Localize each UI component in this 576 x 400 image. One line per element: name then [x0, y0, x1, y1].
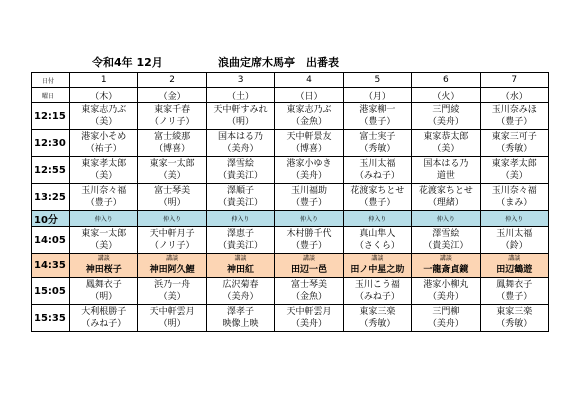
weekday-cell: （木）	[70, 88, 138, 103]
performer-name: 花渡家ちとせ	[418, 186, 473, 196]
performer-name: 東家千春	[154, 105, 191, 115]
performer-cell	[275, 103, 343, 130]
performer-cell	[412, 305, 480, 332]
date-cell: 1	[70, 73, 138, 88]
accompanist-name: （博喜）	[290, 144, 327, 154]
performer-name: 国本はる乃	[423, 159, 469, 169]
kodan-cell	[343, 254, 411, 278]
performer-cell	[206, 103, 274, 130]
performer-cell	[343, 305, 411, 332]
slot-time: 13:25	[32, 184, 70, 211]
accompanist-name: （美）	[158, 171, 186, 181]
accompanist-name: （貴美江）	[423, 241, 469, 251]
performer-cell	[412, 184, 480, 211]
performer-cell	[70, 103, 138, 130]
performer-name: 東家一太郎	[149, 159, 195, 169]
accompanist-name: （明）	[227, 117, 255, 127]
accompanist-name: （秀敏）	[496, 144, 533, 154]
performer-name: 富士実子	[359, 132, 396, 142]
intermission-cell: 仲入り	[412, 211, 480, 227]
kodan-label: 講談	[439, 255, 452, 262]
performer-name: 東家志乃ぶ	[286, 105, 332, 115]
performer-name: 港家小柳丸	[423, 280, 469, 290]
date-cell: 3	[206, 73, 274, 88]
performer-cell	[206, 278, 274, 305]
performer-name: 東家孝太郎	[491, 159, 537, 169]
performer-cell	[480, 103, 548, 130]
performer-name: 玉川福助	[290, 186, 327, 196]
performer-name: 木村勝千代	[286, 229, 332, 239]
performer-name: 天中軒雲月	[286, 307, 332, 317]
performer-name: 玉川奈みほ	[491, 105, 537, 115]
accompanist-name: （みね子）	[354, 171, 400, 181]
performer-cell	[412, 103, 480, 130]
performer-cell	[412, 278, 480, 305]
performer-cell	[480, 227, 548, 254]
slot-row	[32, 157, 549, 184]
slot-time: 12:15	[32, 103, 70, 130]
date-cell: 6	[412, 73, 480, 88]
accompanist-name: （美）	[90, 117, 118, 127]
performer-cell	[206, 157, 274, 184]
performer-name: 港家柳一	[359, 105, 396, 115]
performer-name: 玉川奈々福	[81, 186, 127, 196]
performer-cell	[206, 130, 274, 157]
performer-name: 澤恵子	[227, 229, 255, 239]
performer-cell	[343, 278, 411, 305]
performer-cell	[138, 130, 206, 157]
performer-cell	[138, 157, 206, 184]
accompanist-name: （美舟）	[290, 319, 327, 329]
accompanist-name: （貴美江）	[218, 241, 264, 251]
kodan-performer: 一龍斎貞鏡	[423, 265, 469, 275]
accompanist-name: （貴美江）	[218, 171, 264, 181]
title-row	[0, 54, 576, 70]
accompanist-name: （美）	[158, 292, 186, 302]
accompanist-name: （みね子）	[354, 292, 400, 302]
performer-cell	[275, 278, 343, 305]
accompanist-name: （博喜）	[154, 144, 191, 154]
performer-cell	[343, 227, 411, 254]
kodan-cell	[138, 254, 206, 278]
performer-name: 花渡家ちとせ	[350, 186, 405, 196]
kodan-performer: 田ノ中星之助	[350, 265, 405, 275]
slot-time: 15:05	[32, 278, 70, 305]
kodan-cell	[480, 254, 548, 278]
accompanist-name: （明）	[158, 198, 186, 208]
performer-cell	[412, 157, 480, 184]
date-cell: 7	[480, 73, 548, 88]
performer-cell	[275, 227, 343, 254]
performer-name: 東家三楽	[359, 307, 396, 317]
intermission-cell: 仲入り	[70, 211, 138, 227]
slot-row	[32, 184, 549, 211]
accompanist-name: （美舟）	[222, 144, 259, 154]
performer-name: 天中軒すみれ	[213, 105, 268, 115]
performer-cell	[70, 184, 138, 211]
performer-cell	[138, 103, 206, 130]
intermission-cell: 仲入り	[275, 211, 343, 227]
performer-name: 東家三可子	[491, 132, 537, 142]
intermission-cell: 仲入り	[138, 211, 206, 227]
performer-name: 港家小ゆき	[286, 159, 332, 169]
intermission-cell: 仲入り	[343, 211, 411, 227]
accompanist-name: （鈴）	[500, 241, 528, 251]
year-month: 令和4年 12月	[92, 56, 163, 69]
performer-name: 三門柳	[432, 307, 460, 317]
accompanist-name: （美舟）	[290, 171, 327, 181]
performer-cell	[412, 227, 480, 254]
performer-cell	[138, 227, 206, 254]
accompanist-name: （美舟）	[427, 292, 464, 302]
weekday-cell: （土）	[206, 88, 274, 103]
performer-name: 国本はる乃	[218, 132, 264, 142]
accompanist-name: （美）	[432, 144, 460, 154]
performer-name: 天中軒景友	[286, 132, 332, 142]
kodan-label: 講談	[166, 255, 179, 262]
performer-cell	[480, 157, 548, 184]
performer-name: 天中軒雲月	[149, 307, 195, 317]
kodan-label: 講談	[302, 255, 315, 262]
slot-time: 14:05	[32, 227, 70, 254]
schedule-table	[31, 72, 549, 332]
performer-cell	[480, 130, 548, 157]
accompanist-name: （まみ）	[496, 198, 533, 208]
kodan-cell	[70, 254, 138, 278]
performer-name: 三門綾	[432, 105, 460, 115]
kodan-cell	[206, 254, 274, 278]
performer-name: 玉川こう福	[354, 280, 400, 290]
accompanist-name: （豊子）	[290, 198, 327, 208]
page-title: 浪曲定席木馬亭 出番表	[218, 56, 339, 69]
accompanist-name: （美）	[90, 241, 118, 251]
performer-cell	[412, 130, 480, 157]
performer-cell	[480, 305, 548, 332]
accompanist-name: （秀敏）	[359, 319, 396, 329]
accompanist-name: （明）	[90, 292, 118, 302]
accompanist-name: （明）	[158, 319, 186, 329]
accompanist-name: （ノリ子）	[149, 241, 195, 251]
intermission-time: 10分	[32, 211, 70, 227]
performer-name: 玉川太福	[496, 229, 533, 239]
performer-cell	[343, 130, 411, 157]
performer-cell	[138, 184, 206, 211]
performer-cell	[70, 157, 138, 184]
kodan-label: 講談	[371, 255, 384, 262]
performer-name: 鳳舞衣子	[85, 280, 122, 290]
accompanist-name: （豊子）	[496, 117, 533, 127]
kodan-label: 講談	[508, 255, 521, 262]
accompanist-name: （祐子）	[85, 144, 122, 154]
intermission-cell: 仲入り	[206, 211, 274, 227]
weekday-cell: （金）	[138, 88, 206, 103]
performer-name: 玉川奈々福	[491, 186, 537, 196]
performer-name: 澤雪絵	[432, 229, 460, 239]
accompanist-name: （金魚）	[290, 292, 327, 302]
slot-time: 15:35	[32, 305, 70, 332]
kodan-performer: 神田阿久鯉	[149, 265, 195, 275]
performer-cell	[70, 227, 138, 254]
date-cell: 5	[343, 73, 411, 88]
kodan-label: 講談	[234, 255, 247, 262]
weekday-cell: （火）	[412, 88, 480, 103]
accompanist-name: （美舟）	[427, 117, 464, 127]
kodan-row	[32, 254, 549, 278]
accompanist-name: （美舟）	[222, 292, 259, 302]
accompanist-name: （豊子）	[290, 241, 327, 251]
performer-cell	[206, 305, 274, 332]
performer-name: 東家孝太郎	[81, 159, 127, 169]
weekday-label: 曜日	[32, 88, 70, 103]
performer-cell	[275, 130, 343, 157]
accompanist-name: （みね子）	[81, 319, 127, 329]
weekday-row	[32, 88, 549, 103]
accompanist-name: （秀敏）	[359, 144, 396, 154]
accompanist-name: （秀敏）	[496, 319, 533, 329]
performer-name: 澤孝子	[227, 307, 255, 317]
slot-time: 12:30	[32, 130, 70, 157]
performer-name: 澤順子	[227, 186, 255, 196]
performer-name: 港家小そめ	[81, 132, 127, 142]
performer-cell	[480, 278, 548, 305]
weekday-cell: （水）	[480, 88, 548, 103]
accompanist-name: （豊子）	[496, 292, 533, 302]
performer-name: 東家一太郎	[81, 229, 127, 239]
performer-cell	[480, 184, 548, 211]
kodan-cell	[275, 254, 343, 278]
performer-name: 天中軒月子	[149, 229, 195, 239]
accompanist-name: （金魚）	[290, 117, 327, 127]
accompanist-name: （美）	[90, 171, 118, 181]
date-cell: 2	[138, 73, 206, 88]
kodan-cell	[412, 254, 480, 278]
performer-cell	[70, 130, 138, 157]
performer-name: 富士琴美	[290, 280, 327, 290]
intermission-row	[32, 211, 549, 227]
weekday-cell: （日）	[275, 88, 343, 103]
performer-cell	[70, 278, 138, 305]
performer-name: 東家恭太郎	[423, 132, 469, 142]
kodan-performer: 神田紅	[227, 265, 255, 275]
weekday-cell: （月）	[343, 88, 411, 103]
performer-name: 広沢菊春	[222, 280, 259, 290]
kodan-time: 14:35	[32, 254, 70, 278]
slot-row	[32, 278, 549, 305]
performer-name: 浜乃一舟	[154, 280, 191, 290]
date-label: 日付	[32, 73, 70, 88]
accompanist-name: 映像上映	[222, 319, 259, 329]
slot-time: 12:55	[32, 157, 70, 184]
performer-cell	[275, 305, 343, 332]
performer-cell	[275, 157, 343, 184]
accompanist-name: （ノリ子）	[149, 117, 195, 127]
slot-row	[32, 227, 549, 254]
performer-name: 玉川太福	[359, 159, 396, 169]
performer-name: 澤雪絵	[227, 159, 255, 169]
kodan-performer: 田辺一邑	[290, 265, 327, 275]
intermission-cell: 仲入り	[480, 211, 548, 227]
performer-cell	[138, 278, 206, 305]
slot-row	[32, 103, 549, 130]
performer-cell	[206, 227, 274, 254]
accompanist-name: （美）	[500, 171, 528, 181]
accompanist-name: （豊子）	[359, 117, 396, 127]
performer-name: 東家志乃ぶ	[81, 105, 127, 115]
accompanist-name: （豊子）	[359, 198, 396, 208]
kodan-performer: 田辺鶴遊	[496, 265, 533, 275]
slot-row	[32, 305, 549, 332]
performer-cell	[343, 103, 411, 130]
accompanist-name: （美舟）	[427, 319, 464, 329]
performer-cell	[206, 184, 274, 211]
accompanist-name: 道世	[436, 171, 455, 181]
performer-name: 大利根勝子	[81, 307, 127, 317]
slot-row	[32, 130, 549, 157]
date-row	[32, 73, 549, 88]
performer-cell	[70, 305, 138, 332]
kodan-label: 講談	[97, 255, 110, 262]
performer-name: 富士綾那	[154, 132, 191, 142]
kodan-performer: 神田桜子	[85, 265, 122, 275]
performer-name: 鳳舞衣子	[496, 280, 533, 290]
accompanist-name: （貴美江）	[218, 198, 264, 208]
performer-cell	[343, 157, 411, 184]
accompanist-name: （理緒）	[427, 198, 464, 208]
performer-cell	[138, 305, 206, 332]
performer-cell	[343, 184, 411, 211]
performer-name: 富士琴美	[154, 186, 191, 196]
performer-name: 真山隼人	[359, 229, 396, 239]
accompanist-name: （豊子）	[85, 198, 122, 208]
accompanist-name: （さくら）	[354, 241, 400, 251]
performer-cell	[275, 184, 343, 211]
performer-name: 東家三楽	[496, 307, 533, 317]
date-cell: 4	[275, 73, 343, 88]
